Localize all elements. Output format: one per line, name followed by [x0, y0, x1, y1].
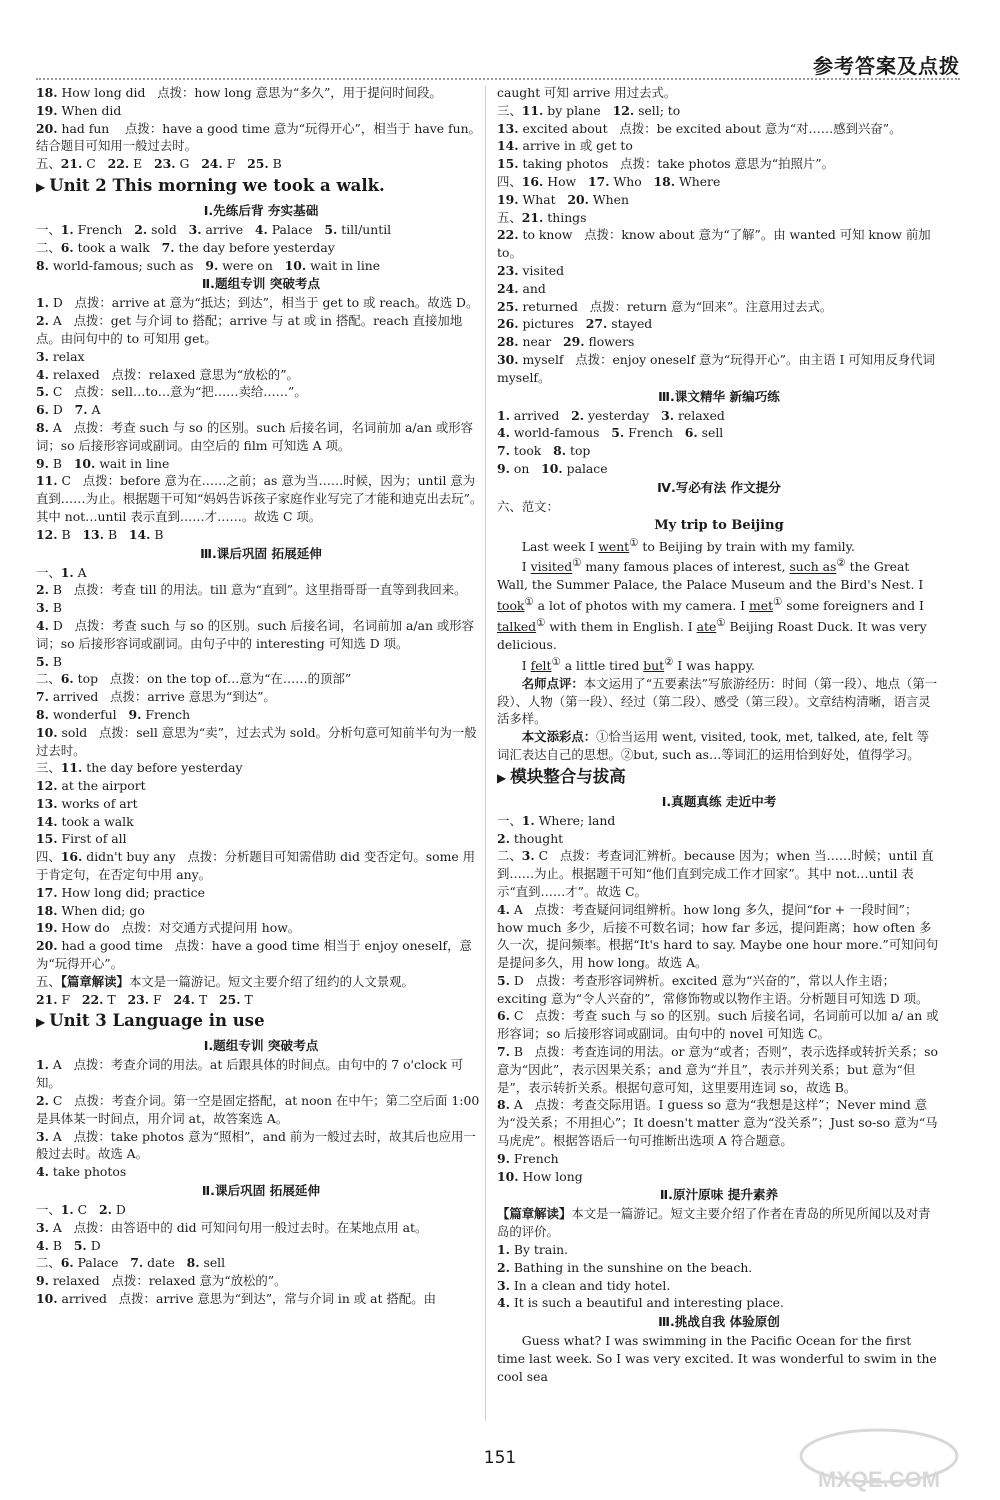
answer-line: 4. world-famous 5. French 6. sell — [497, 425, 724, 441]
answer-line: 1. arrived 2. yesterday 3. relaxed — [497, 407, 725, 423]
answer-line: 7. arrived 点拨：arrive 意思为“到达”。 — [36, 689, 276, 705]
answer-line: 四、16. didn't buy any 点拨：分析题目可知需借助 did 变否定句。some 用于肯定句，在否定句中用 any。 — [36, 849, 476, 883]
answer-line: 26. pictures 27. stayed — [497, 316, 653, 332]
answer-line: 5. B — [36, 653, 62, 669]
answer-line: 三、11. by plane 12. sell; to — [497, 102, 681, 118]
section-heading: Ⅰ.真题真练 走近中考 — [661, 793, 777, 809]
paragraph: 本文添彩点：①恰当运用 went, visited, took, met, talked, ate, felt 等词汇表达自己的思想。②but, such as…等词汇的运用恰到好处，值得学习。 — [497, 729, 930, 762]
answer-line: 一、1. C 2. D — [36, 1202, 126, 1218]
answer-line: 8. A 点拨：考查交际用语。I guess so 意为“我想是这样”；Never mind 意为“没关系；不用担心”；It doesn't matter 意为“没关系”；Just so-so 意为“马马虎虎”。根据答语后一句可推断出选项 A 符合题意。 — [497, 1097, 938, 1149]
triangle-bullet-icon: ▶ — [36, 1015, 46, 1030]
unit-heading — [36, 1009, 486, 1034]
answer-line: 2. thought — [497, 830, 564, 846]
answer-line: 13. works of art — [36, 795, 138, 811]
answer-line: 1. A 点拨：考查介词的用法。at 后跟具体的时间点。由句中的 7 o'clock 可知。 — [36, 1057, 464, 1091]
answer-line: 二、6. top 点拨：on the top of…意为“在……的顶部” — [36, 671, 352, 687]
answer-line: 一、1. A — [36, 564, 87, 580]
answer-line: 19. When did — [36, 102, 122, 118]
answer-line: 19. What 20. When — [497, 191, 629, 207]
answer-line: 8. wonderful 9. French — [36, 706, 191, 722]
answer-line: 23. visited — [497, 262, 565, 278]
answer-line: 10. arrived 点拨：arrive 意思为“到达”，常与介词 in 或 at 搭配。由 — [36, 1291, 437, 1307]
answer-line: 6. C 点拨：考查 such 与 so 的区别。such 后接名词，名词前可以加 a/ an 或形容词；so 后接形容词或副词。由句中的 novel 可知选 C。 — [497, 1008, 939, 1042]
section-heading: Ⅳ.写必有法 作文提分 — [657, 479, 781, 495]
triangle-bullet-icon: ▶ — [497, 770, 507, 785]
answer-line: 28. near 29. flowers — [497, 334, 635, 350]
answer-line: 5. C 点拨：sell…to…意为“把……卖给……”。 — [36, 384, 307, 400]
watermark-logo — [794, 1424, 964, 1494]
page-number: 151 — [483, 1448, 517, 1468]
section-heading: Ⅲ.挑战自我 体验原创 — [658, 1314, 780, 1330]
answer-line: 24. and — [497, 280, 546, 296]
answer-line: 5. D 点拨：考查形容词辨析。excited 意为“兴奋的”，常以人作主语；exciting 意为“令人兴奋的”，常修饰物或以物作主语。分析题目可知选 D 项。 — [497, 972, 929, 1006]
answer-line: 17. How long did; practice — [36, 884, 205, 900]
answer-line: 四、16. How 17. Who 18. Where — [497, 173, 721, 189]
section-heading: Ⅰ.题组专训 突破考点 — [203, 1038, 319, 1054]
answer-line: 20. had fun 点拨：have a good time 意为“玩得开心”，相当于 have fun。结合题目可知用一般过去时。 — [36, 120, 481, 154]
answer-line: 10. How long — [497, 1168, 583, 1184]
paragraph: Guess what? I was swimming in the Pacific Ocean for the first time last week. So I was very excited. It was wonderful to swim in the cool sea — [497, 1333, 937, 1384]
triangle-bullet-icon: ▶ — [36, 179, 46, 194]
answer-line: 一、1. Where; land — [497, 812, 616, 828]
answer-line: 五、【篇章解读】本文是一篇游记。短文主要介绍了纽约的人文景观。 — [36, 973, 414, 989]
answer-line: 2. C 点拨：考查介词。第一空是固定搭配，at noon 在中午；第二空后面 1:00 是具体某一时间点，用介词 at，故答案选 A。 — [36, 1093, 480, 1126]
answer-line: 11. C 点拨：before 意为在……之前；as 意为当……时候，因为；until 意为直到……为止。根据题干可知“妈妈告诉孩子家庭作业写完了才能和迪克出去玩”。其中 not…until 表示直到……才……。故选 C 项。 — [36, 473, 483, 524]
answer-line: 2. Bathing in the sunshine on the beach. — [497, 1259, 753, 1275]
page-header — [36, 50, 960, 80]
answer-line: 12. B 13. B 14. B — [36, 526, 164, 542]
answer-line: 一、1. French 2. sold 3. arrive 4. Palace 5. till/until — [36, 221, 392, 237]
answer-line: 三、11. the day before yesterday — [36, 760, 243, 776]
answer-line: 五、21. things — [497, 209, 587, 225]
answer-line: 五、21. C 22. E 23. G 24. F 25. B — [36, 156, 282, 172]
column-divider — [485, 86, 486, 1421]
answer-line: 1. D 点拨：arrive at 意为“抵达；到达”，相当于 get to 或 reach。故选 D。 — [36, 295, 479, 311]
answer-line: 14. arrive in 或 get to — [497, 138, 633, 154]
essay-title: My trip to Beijing — [654, 517, 784, 533]
answer-line: 3. relax — [36, 348, 85, 364]
answer-line: 20. had a good time 点拨：have a good time 相当于 enjoy oneself，意为“玩得开心”。 — [36, 938, 472, 972]
answer-line: 4. A 点拨：考查疑问词组辨析。how long 多久，提问“for + 一段时间”；how much 多少，后接不可数名词；how far 多远，提问距离；how often 多久一次，提问频率。根据“It's hard to say. Maybe one hour more.”可知问句是提问多久，用 how long。故选 A。 — [497, 901, 939, 971]
answer-line: 2. B 点拨：考查 till 的用法。till 意为“直到”。这里指哥哥一直等到我回来。 — [36, 582, 467, 598]
section-heading: Ⅰ.先练后背 夯实基础 — [203, 202, 319, 218]
answer-line: caught 可知 arrive 用过去式。 — [497, 85, 677, 100]
answer-line: 4. take photos — [36, 1164, 127, 1180]
answer-line: 4. D 点拨：考查 such 与 so 的区别。such 后接名词，名词前加 a/an 或形容词；so 后接形容词或副词。由句子中的 interesting 可知选 D 项。 — [36, 617, 475, 651]
answer-line: 二、6. Palace 7. date 8. sell — [36, 1255, 226, 1271]
answer-line: 22. to know 点拨：know about 意为“了解”。由 wanted 可知 know 前加 to。 — [497, 227, 931, 261]
paragraph: I visited① many famous places of interest, such as② the Great Wall, the Summer Palace, the Palace Museum and the Bird's Nest. I took① a lot of photos with my camera. I met① some foreigners and I talked① with them in English. I ate① Beijing Roast Duck. It was very delicious. — [497, 557, 927, 653]
answer-line: 18. How long did 点拨：how long 意思为“多久”，用于提问时间段。 — [36, 85, 442, 100]
answer-line: 2. A 点拨：get 与介词 to 搭配；arrive 与 at 或 in 搭配。reach 直接加地点。由问句中的 to 可知用 get。 — [36, 313, 463, 346]
unit-heading-text: Unit 2 This morning we took a walk. — [49, 175, 385, 195]
unit-heading — [36, 174, 486, 199]
answer-line: 14. took a walk — [36, 813, 134, 829]
answer-line: 六、范文： — [497, 498, 559, 514]
answer-line: 3. B — [36, 600, 62, 616]
answer-line: 3. A 点拨：由答语中的 did 可知问句用一般过去时。在某地点用 at。 — [36, 1219, 428, 1235]
paragraph: I felt① a little tired but② I was happy. — [521, 655, 755, 673]
header-title: 参考答案及点拨 — [813, 54, 960, 78]
answer-line: 25. returned 点拨：return 意为“回来”。注意用过去式。 — [497, 298, 833, 314]
answer-line: 4. It is such a beautiful and interesting place. — [497, 1295, 784, 1311]
answer-line: 12. at the airport — [36, 778, 146, 794]
answer-line: 1. By train. — [497, 1242, 569, 1258]
answer-line: 8. A 点拨：考查 such 与 so 的区别。such 后接名词，名词前加 a/an 或形容词；so 后接形容词或副词。由空后的 film 可知选 A 项。 — [36, 419, 474, 453]
right-column — [497, 84, 941, 1386]
answer-line: 7. took 8. top — [497, 443, 591, 459]
answer-line: 13. excited about 点拨：be excited about 意为“对……感到兴奋”。 — [497, 120, 902, 136]
answer-line: 二、6. took a walk 7. the day before yesterday — [36, 239, 335, 255]
answer-line: 6. D 7. A — [36, 402, 101, 418]
answer-line: 9. on 10. palace — [497, 460, 608, 476]
answer-line: 21. F 22. T 23. F 24. T 25. T — [36, 991, 253, 1007]
answer-line: 8. world-famous; such as 9. were on 10. wait in line — [36, 257, 381, 273]
watermark-text: MXQE.COM — [817, 1467, 941, 1492]
answer-line: 二、3. C 点拨：考查词汇辨析。because 因为；when 当……时候；until 直到……为止。根据题干可知“他们直到完成工作才回家”。其中 not…until 表示“直到……才”。故选 C。 — [497, 848, 934, 899]
answer-line: 3. In a clean and tidy hotel. — [497, 1277, 671, 1293]
answer-line: 9. B 10. wait in line — [36, 455, 170, 471]
section-heading: Ⅱ.原汁原味 提升素养 — [659, 1187, 779, 1203]
section-heading: Ⅲ.课后巩固 拓展延伸 — [200, 545, 322, 561]
section-heading: Ⅱ.课后巩固 拓展延伸 — [201, 1183, 321, 1199]
answer-line: 15. First of all — [36, 831, 127, 847]
answer-line: 7. B 点拨：考查连词的用法。or 意为“或者；否则”，表示选择或转折关系；so 意为“因此”，表示因果关系；and 意为“并且”，表示并列关系；but 意为“但是”，表示转折关系。根据句意可知，这里要用连词 so，故选 B。 — [497, 1044, 938, 1095]
unit-heading-text: Unit 3 Language in use — [49, 1011, 265, 1031]
answer-line: 18. When did; go — [36, 902, 145, 918]
answer-line: 10. sold 点拨：sell 意思为“卖”，过去式为 sold。分析句意可知前半句为一般过去时。 — [36, 724, 477, 758]
paragraph: 名师点评：本文运用了“五要素法”写旅游经历：时间（第一段）、地点（第一段）、人物（第一段）、经过（第二段）、感受（第三段）。文章结构清晰，语言灵活多样。 — [497, 675, 938, 727]
answer-line: 9. French — [497, 1150, 559, 1166]
answer-line: 4. B 5. D — [36, 1237, 101, 1253]
answer-line: 9. relaxed 点拨：relaxed 意为“放松的”。 — [36, 1273, 287, 1289]
answer-line: 4. relaxed 点拨：relaxed 意思为“放松的”。 — [36, 366, 299, 382]
unit-heading-text: 模块整合与拔高 — [510, 766, 626, 786]
section-heading: Ⅱ.题组专训 突破考点 — [201, 276, 321, 292]
answer-line: 19. How do 点拨：对交通方式提问用 how。 — [36, 920, 301, 936]
answer-line: 15. taking photos 点拨：take photos 意思为“拍照片”。 — [497, 156, 835, 172]
answer-line: 【篇章解读】本文是一篇游记。短文主要介绍了作者在青岛的所见所闻以及对青岛的评价。 — [497, 1206, 931, 1240]
section-heading: Ⅲ.课文精华 新编巧练 — [658, 388, 780, 404]
answer-line: 30. myself 点拨：enjoy oneself 意为“玩得开心”。由主语 I 可知用反身代词 myself。 — [497, 351, 936, 385]
paragraph: Last week I went① to Beijing by train with my family. — [521, 536, 855, 554]
unit-heading — [497, 765, 941, 790]
answer-line: 3. A 点拨：take photos 意为“照相”，and 前为一般过去时，故其后也应用一般过去时。故选 A。 — [36, 1128, 476, 1162]
left-column — [36, 84, 486, 1308]
